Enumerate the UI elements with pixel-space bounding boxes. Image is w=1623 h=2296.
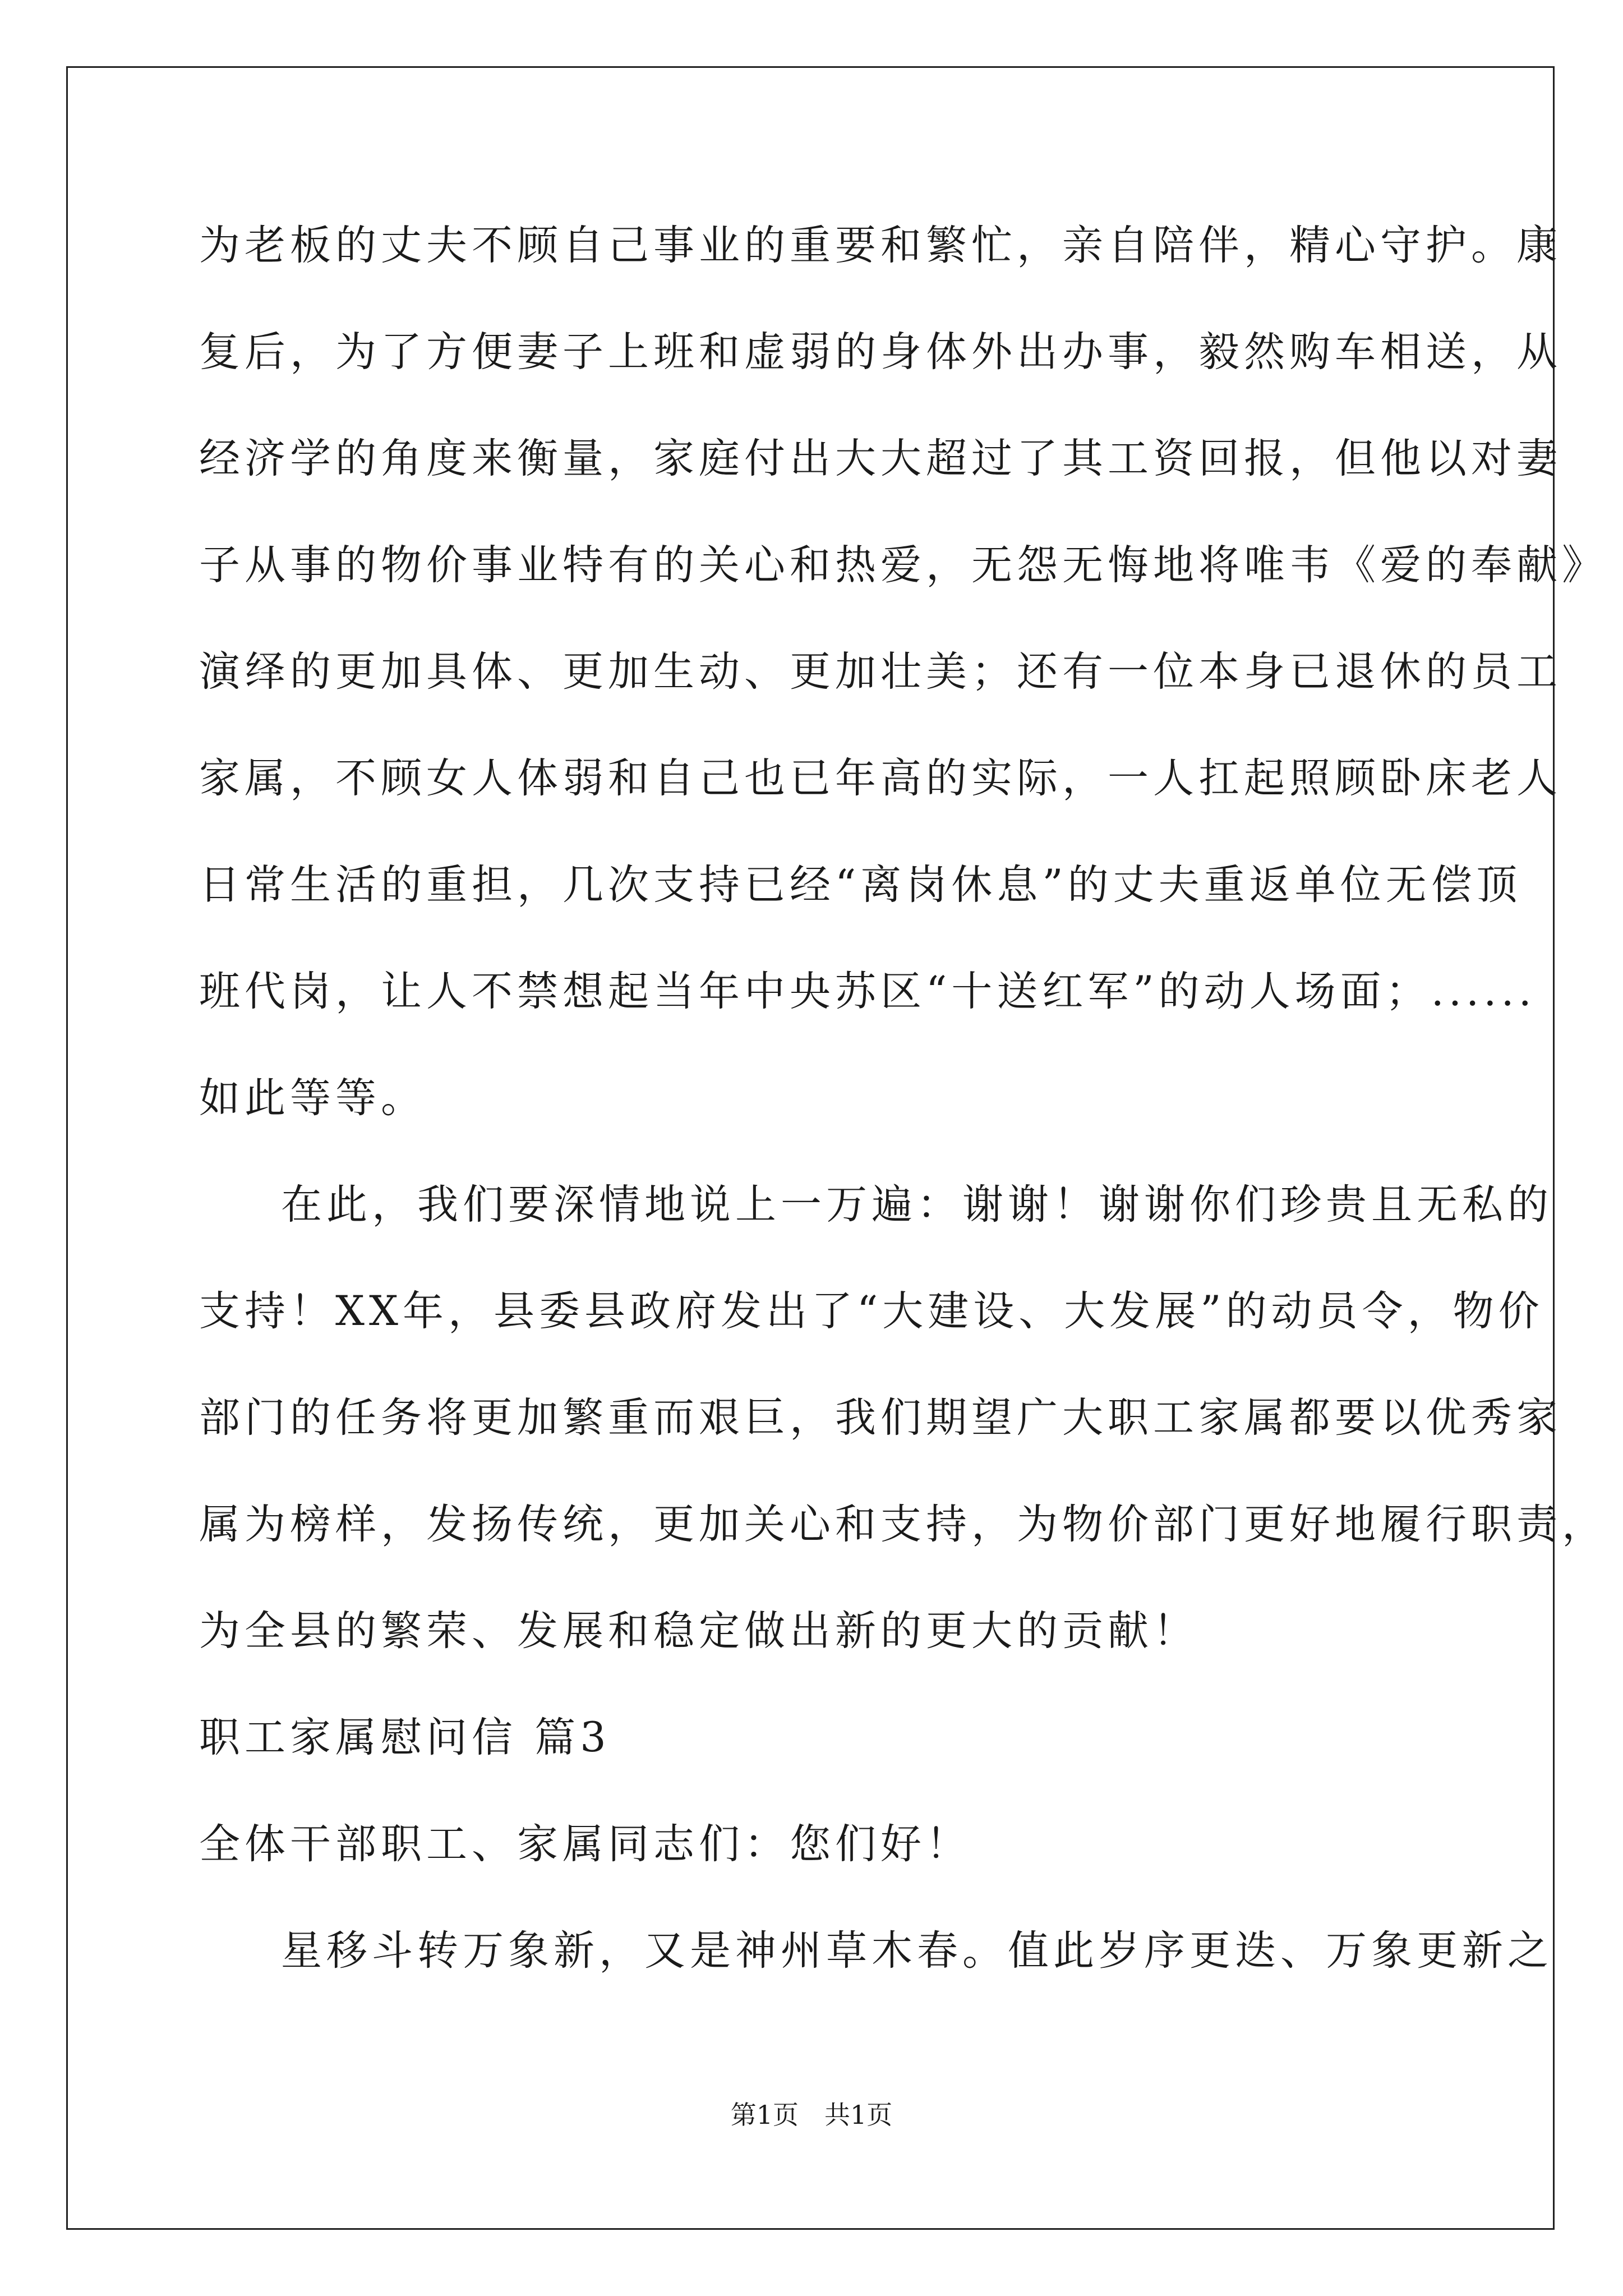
paragraph-line: 经济学的角度来衡量，家庭付出大大超过了其工资回报，但他以对妻	[199, 435, 1562, 482]
paragraph-line: 班代岗，让人不禁想起当年中央苏区“十送红军”的动人场面；......	[199, 968, 1536, 1015]
paragraph-line: 支持！XX年，县委县政府发出了“大建设、大发展”的动员令，物价	[199, 1287, 1544, 1335]
page-footer: 第1页 共1页	[730, 2100, 893, 2130]
paragraph-line: 为全县的繁荣、发展和稳定做出新的更大的贡献！	[199, 1607, 1198, 1655]
paragraph-line: 子从事的物价事业特有的关心和热爱，无怨无悔地将唯韦《爱的奉献》	[199, 541, 1607, 589]
paragraph-line: 部门的任务将更加繁重而艰巨，我们期望广大职工家属都要以优秀家	[199, 1394, 1562, 1442]
paragraph-line: 为老板的丈夫不顾自己事业的重要和繁忙，亲自陪伴，精心守护。康	[199, 222, 1562, 269]
page-border	[66, 66, 1555, 2230]
paragraph-line: 星移斗转万象新，又是神州草木春。值此岁序更迭、万象更新之	[281, 1927, 1553, 1975]
paragraph-line: 家属，不顾女人体弱和自己也已年高的实际，一人扛起照顾卧床老人	[199, 754, 1562, 802]
section-heading: 职工家属慰问信 篇3	[199, 1714, 611, 1761]
paragraph-line: 演绎的更加具体、更加生动、更加壮美；还有一位本身已退休的员工	[199, 648, 1562, 696]
paragraph-line: 如此等等。	[199, 1074, 426, 1122]
paragraph-line: 日常生活的重担，几次支持已经“离岗休息”的丈夫重返单位无偿顶	[199, 861, 1522, 909]
paragraph-line: 复后，为了方便妻子上班和虚弱的身体外出办事，毅然购车相送，从	[199, 328, 1562, 376]
paragraph-line: 在此，我们要深情地说上一万遍：谢谢！谢谢你们珍贵且无私的	[281, 1181, 1553, 1228]
paragraph-line: 属为榜样，发扬传统，更加关心和支持，为物价部门更好地履行职责，	[199, 1501, 1607, 1548]
salutation-line: 全体干部职工、家属同志们：您们好！	[199, 1820, 971, 1868]
